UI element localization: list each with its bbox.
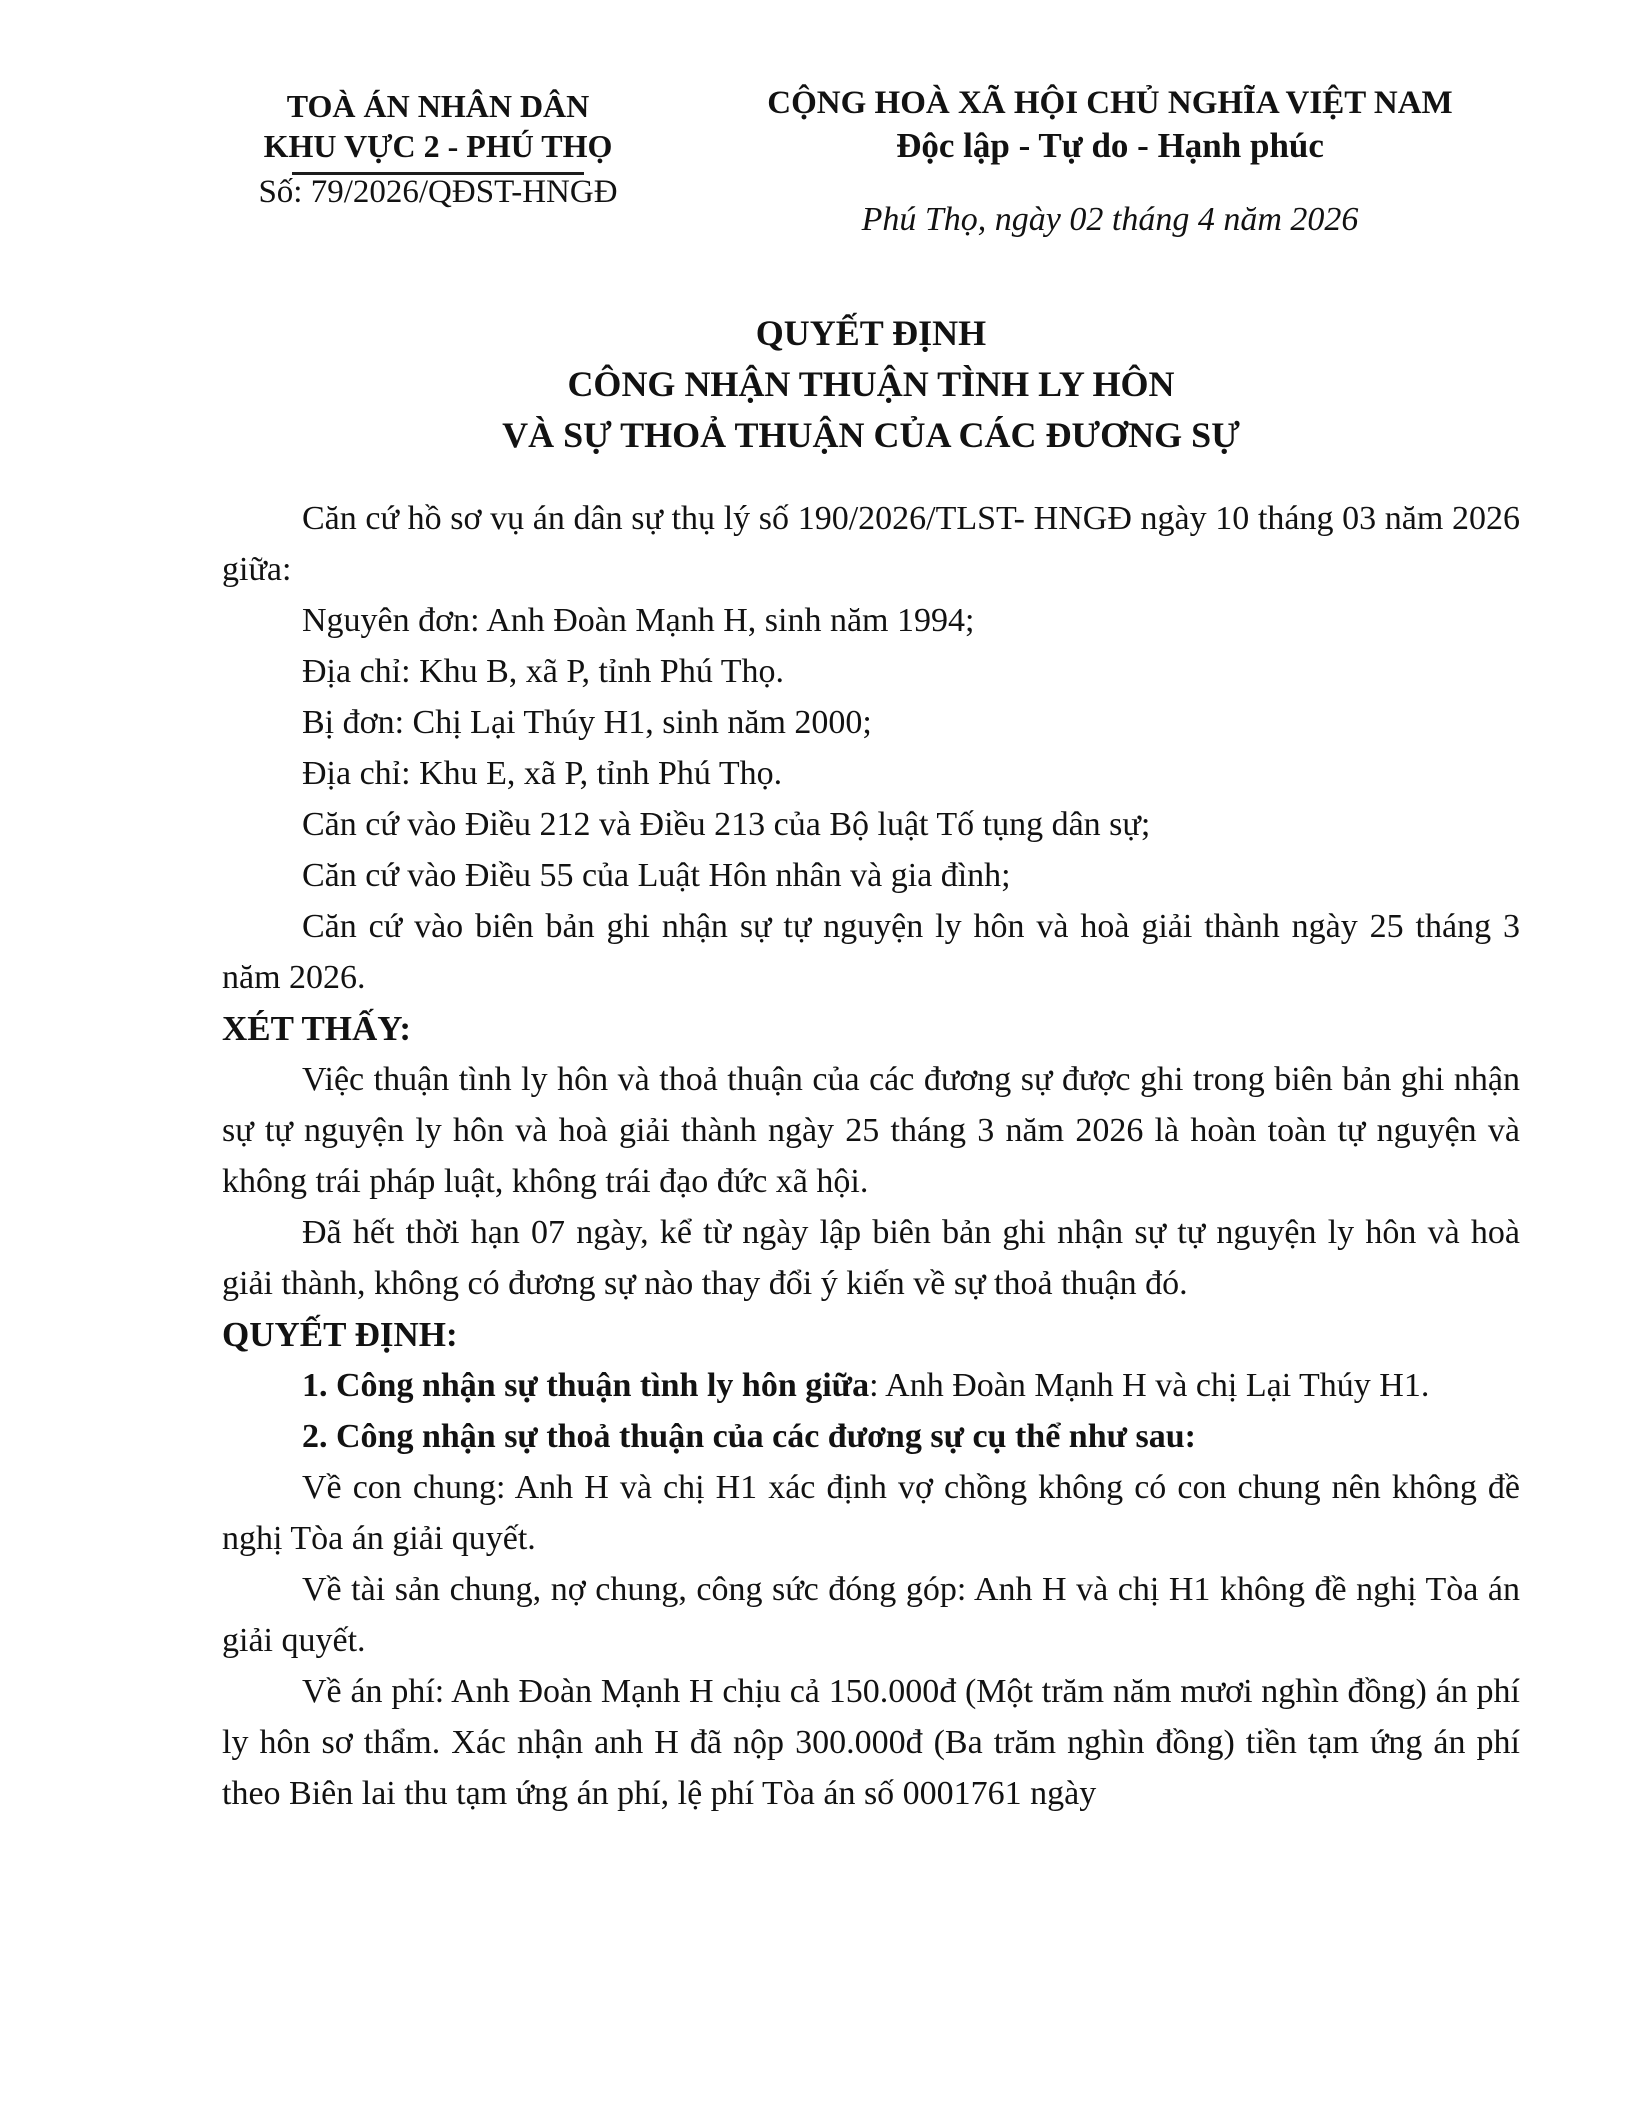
court-name-line2: KHU VỰC 2 - PHÚ THỌ [263, 128, 613, 164]
decision-item-1 [222, 1360, 1520, 1411]
national-motto-line2: Độc lập - Tự do - Hạnh phúc [896, 126, 1324, 165]
decision-title-line3: VÀ SỰ THOẢ THUẬN CỦA CÁC ĐƯƠNG SỰ [502, 415, 1240, 455]
case-basis-paragraph: Căn cứ hồ sơ vụ án dân sự thụ lý số 190/2026/TLST- HNGĐ ngày 10 tháng 03 năm 2026 giữa: [222, 500, 1520, 588]
decision-title-line2: CÔNG NHẬN THUẬN TÌNH LY HÔN [567, 364, 1175, 404]
defendant-address-line: Địa chỉ: Khu E, xã P, tỉnh Phú Thọ. [302, 755, 783, 792]
children-clause: Về con chung: Anh H và chị H1 xác định vợ chồng không có con chung nên không đề nghị Tòa án giải quyết. [222, 1469, 1520, 1557]
decision-heading: QUYẾT ĐỊNH: [222, 1315, 458, 1354]
document-header [0, 0, 1632, 262]
document-number: Số: 79/2026/QĐST-HNGĐ [258, 174, 618, 210]
court-name-line1: TOÀ ÁN NHÂN DÂN [286, 88, 590, 124]
plaintiff-line: Nguyên đơn: Anh Đoàn Mạnh H, sinh năm 1994; [302, 602, 975, 639]
decision-title [222, 308, 1520, 461]
issuing-court-block [218, 86, 658, 213]
legal-basis-line3: Căn cứ vào biên bản ghi nhận sự tự nguyện ly hôn và hoà giải thành ngày 25 tháng 3 năm 2026. [222, 908, 1520, 996]
legal-basis-line1: Căn cứ vào Điều 212 và Điều 213 của Bộ luật Tố tụng dân sự; [302, 806, 1151, 843]
findings-heading: XÉT THẤY: [222, 1009, 412, 1048]
plaintiff-address-line: Địa chỉ: Khu B, xã P, tỉnh Phú Thọ. [302, 653, 784, 690]
document-body [222, 308, 1520, 1819]
defendant-line: Bị đơn: Chị Lại Thúy H1, sinh năm 2000; [302, 704, 872, 741]
decision-title-line1: QUYẾT ĐỊNH [755, 313, 987, 353]
national-motto-line1: CỘNG HOÀ XÃ HỘI CHỦ NGHĨA VIỆT NAM [767, 85, 1453, 121]
decision-text [222, 493, 1520, 1819]
decision-item-1-bold: 1. Công nhận sự thuận tình ly hôn giữa [302, 1367, 870, 1404]
decision-item-2: 2. Công nhận sự thoả thuận của các đương sự cụ thể như sau: [302, 1418, 1196, 1455]
findings-paragraph-1: Việc thuận tình ly hôn và thoả thuận của các đương sự được ghi trong biên bản ghi nhận sự tự nguyện ly hôn và hoà giải thành ngày 25 tháng 3 năm 2026 là hoàn toàn tự nguyện và không trái pháp luật, không trái đạo đức xã hội. [222, 1061, 1520, 1200]
decision-item-1-rest: : Anh Đoàn Mạnh H và chị Lại Thúy H1. [869, 1367, 1430, 1404]
legal-basis-line2: Căn cứ vào Điều 55 của Luật Hôn nhân và gia đình; [302, 857, 1011, 894]
fees-clause: Về án phí: Anh Đoàn Mạnh H chịu cả 150.000đ (Một trăm năm mươi nghìn đồng) án phí ly hôn sơ thẩm. Xác nhận anh H đã nộp 300.000đ (Ba trăm nghìn đồng) tiền tạm ứng án phí theo Biên lai thu tạm ứng án phí, lệ phí Tòa án số 0001761 ngày [222, 1673, 1520, 1812]
property-clause: Về tài sản chung, nợ chung, công sức đóng góp: Anh H và chị H1 không đề nghị Tòa án giải quyết. [222, 1571, 1520, 1659]
national-motto-block [758, 82, 1462, 245]
place-date-line: Phú Thọ, ngày 02 tháng 4 năm 2026 [861, 201, 1359, 238]
findings-paragraph-2: Đã hết thời hạn 07 ngày, kể từ ngày lập biên bản ghi nhận sự tự nguyện ly hôn và hoà giải thành, không có đương sự nào thay đổi ý kiến về sự thoả thuận đó. [222, 1214, 1520, 1302]
